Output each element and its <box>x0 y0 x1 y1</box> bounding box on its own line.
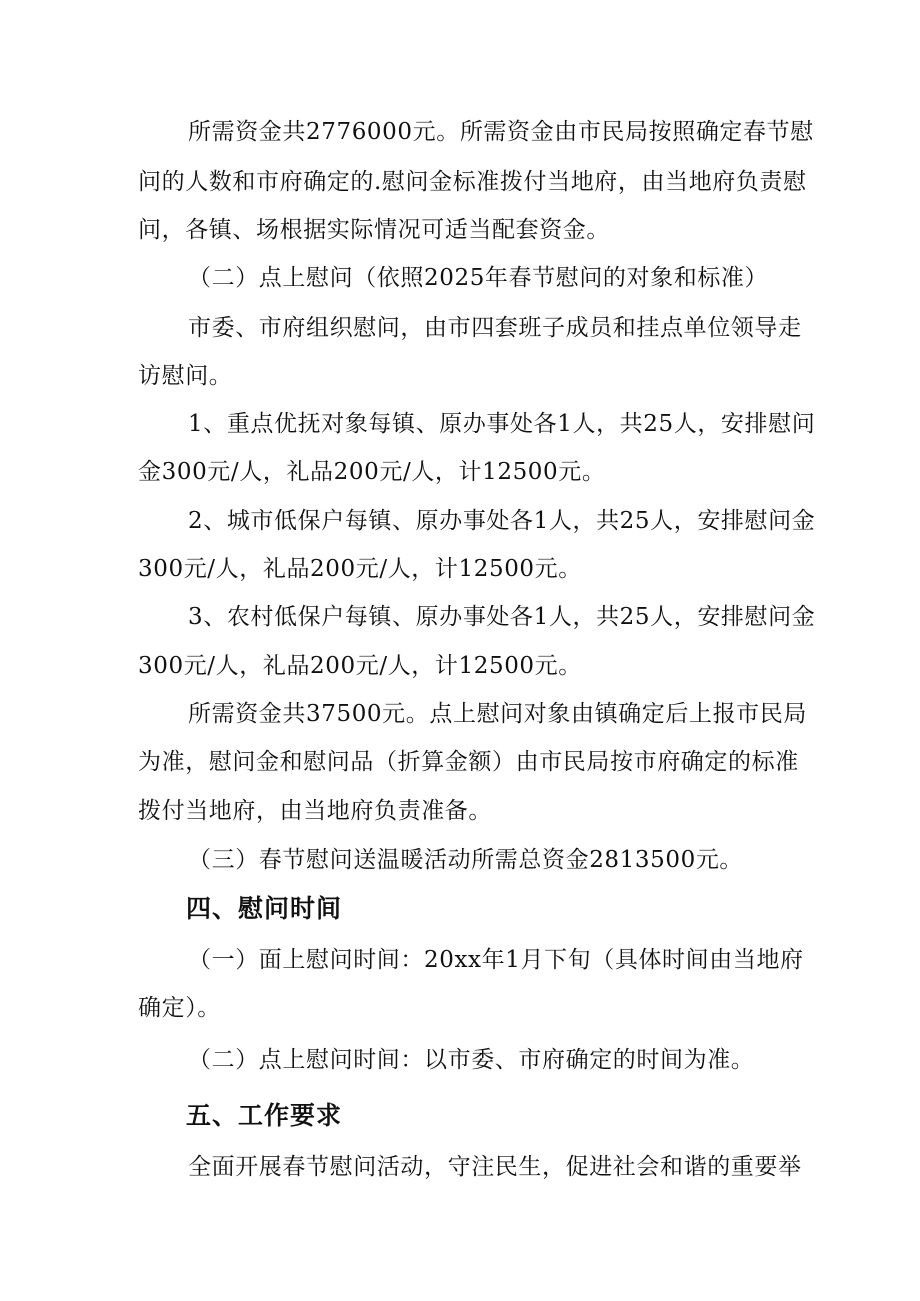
work-requirements-line-1: 全面开展春节慰问活动，守注民生，促进社会和谐的重要举 <box>188 1154 802 1180</box>
paragraph-funds-line-3: 问，各镇、场根据实际情况可适当配套资金。 <box>138 217 610 243</box>
subheading-total-funds: （三）春节慰问送温暖活动所需总资金2813500元。 <box>188 847 744 873</box>
item-3-line-1: 3、农村低保户每镇、原办事处各1人，共25人，安排慰问金 <box>188 604 816 630</box>
paragraph-funds-line-2: 问的人数和市府确定的.慰问金标准拨付当地府，由当地府负责慰 <box>138 169 807 195</box>
item-1-line-2: 金300元/人，礼品200元/人，计12500元。 <box>138 459 606 485</box>
item-2-line-1: 2、城市低保户每镇、原办事处各1人，共25人，安排慰问金 <box>188 508 816 534</box>
section-heading-work-requirements: 五、工作要求 <box>186 1101 343 1130</box>
subheading-point-visits: （二）点上慰问（依照2025年春节慰问的对象和标准） <box>188 265 769 291</box>
section-heading-visit-time: 四、慰问时间 <box>186 894 343 923</box>
paragraph-organize-line-1: 市委、市府组织慰问，由市四套班子成员和挂点单位领导走 <box>188 315 802 341</box>
paragraph-point-funds-line-1: 所需资金共37500元。点上慰问对象由镇确定后上报市民局 <box>188 701 807 727</box>
visit-time-line-1: （一）面上慰问时间：20xx年1月下旬（具体时间由当地府 <box>188 947 804 973</box>
item-2-line-2: 300元/人，礼品200元/人，计12500元。 <box>138 556 582 582</box>
item-3-line-2: 300元/人，礼品200元/人，计12500元。 <box>138 653 582 679</box>
paragraph-point-funds-line-3: 拨付当地府，由当地府负责准备。 <box>138 798 492 824</box>
paragraph-organize-line-2: 访慰问。 <box>138 363 233 389</box>
paragraph-funds-line-1: 所需资金共2776000元。所需资金由市民局按照确定春节慰 <box>188 119 814 145</box>
visit-time-point-line: （二）点上慰问时间：以市委、市府确定的时间为准。 <box>188 1047 755 1073</box>
paragraph-point-funds-line-2: 为准，慰问金和慰问品（折算金额）由市民局按市府确定的标准 <box>138 749 799 775</box>
item-1-line-1: 1、重点优抚对象每镇、原办事处各1人，共25人，安排慰问 <box>188 411 816 437</box>
visit-time-line-2: 确定）。 <box>138 995 221 1021</box>
